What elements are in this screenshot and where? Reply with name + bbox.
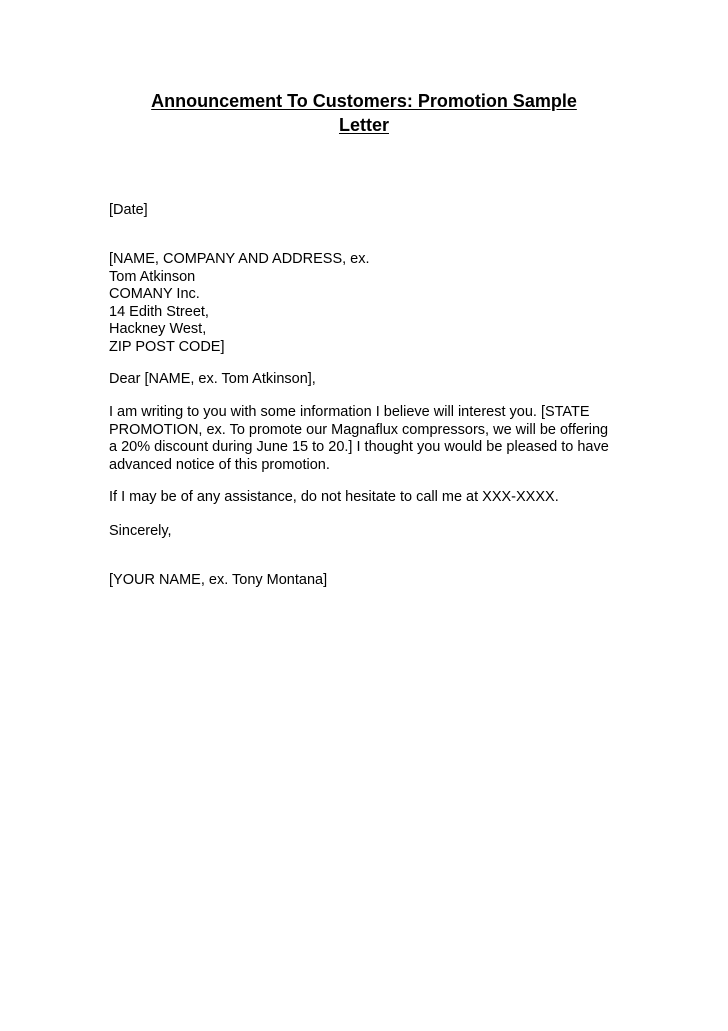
paragraph-line: I am writing to you with some information I believe will interest you. [STATE bbox=[109, 404, 590, 420]
address-line: COMANY Inc. bbox=[109, 286, 200, 302]
paragraph-line: PROMOTION, ex. To promote our Magnaflux compressors, we will be offering bbox=[109, 421, 609, 438]
date-placeholder: [Date] bbox=[109, 202, 148, 218]
salutation: Dear [NAME, ex. Tom Atkinson], bbox=[109, 371, 316, 387]
paragraph-line: advanced notice of this promotion. bbox=[109, 456, 330, 473]
address-line: [NAME, COMPANY AND ADDRESS, ex. bbox=[109, 251, 370, 267]
letter-title bbox=[0, 89, 728, 137]
address-line: ZIP POST CODE] bbox=[109, 338, 225, 355]
signature-placeholder: [YOUR NAME, ex. Tony Montana] bbox=[109, 572, 328, 588]
recipient-address bbox=[109, 251, 370, 356]
letter-title-line-1: Announcement To Customers: Promotion Sample bbox=[151, 91, 577, 111]
address-line: Hackney West, bbox=[109, 321, 207, 337]
closing: Sincerely, bbox=[109, 523, 172, 539]
body-paragraph-assistance: If I may be of any assistance, do not hesitate to call me at XXX-XXXX. bbox=[109, 489, 559, 505]
letter-title-line-2: Letter bbox=[338, 115, 389, 135]
body-paragraph-promotion bbox=[109, 404, 609, 474]
address-line: 14 Edith Street, bbox=[109, 303, 209, 320]
address-line: Tom Atkinson bbox=[109, 268, 196, 285]
paragraph-line: a 20% discount during June 15 to 20.] I thought you would be pleased to have bbox=[109, 439, 609, 455]
